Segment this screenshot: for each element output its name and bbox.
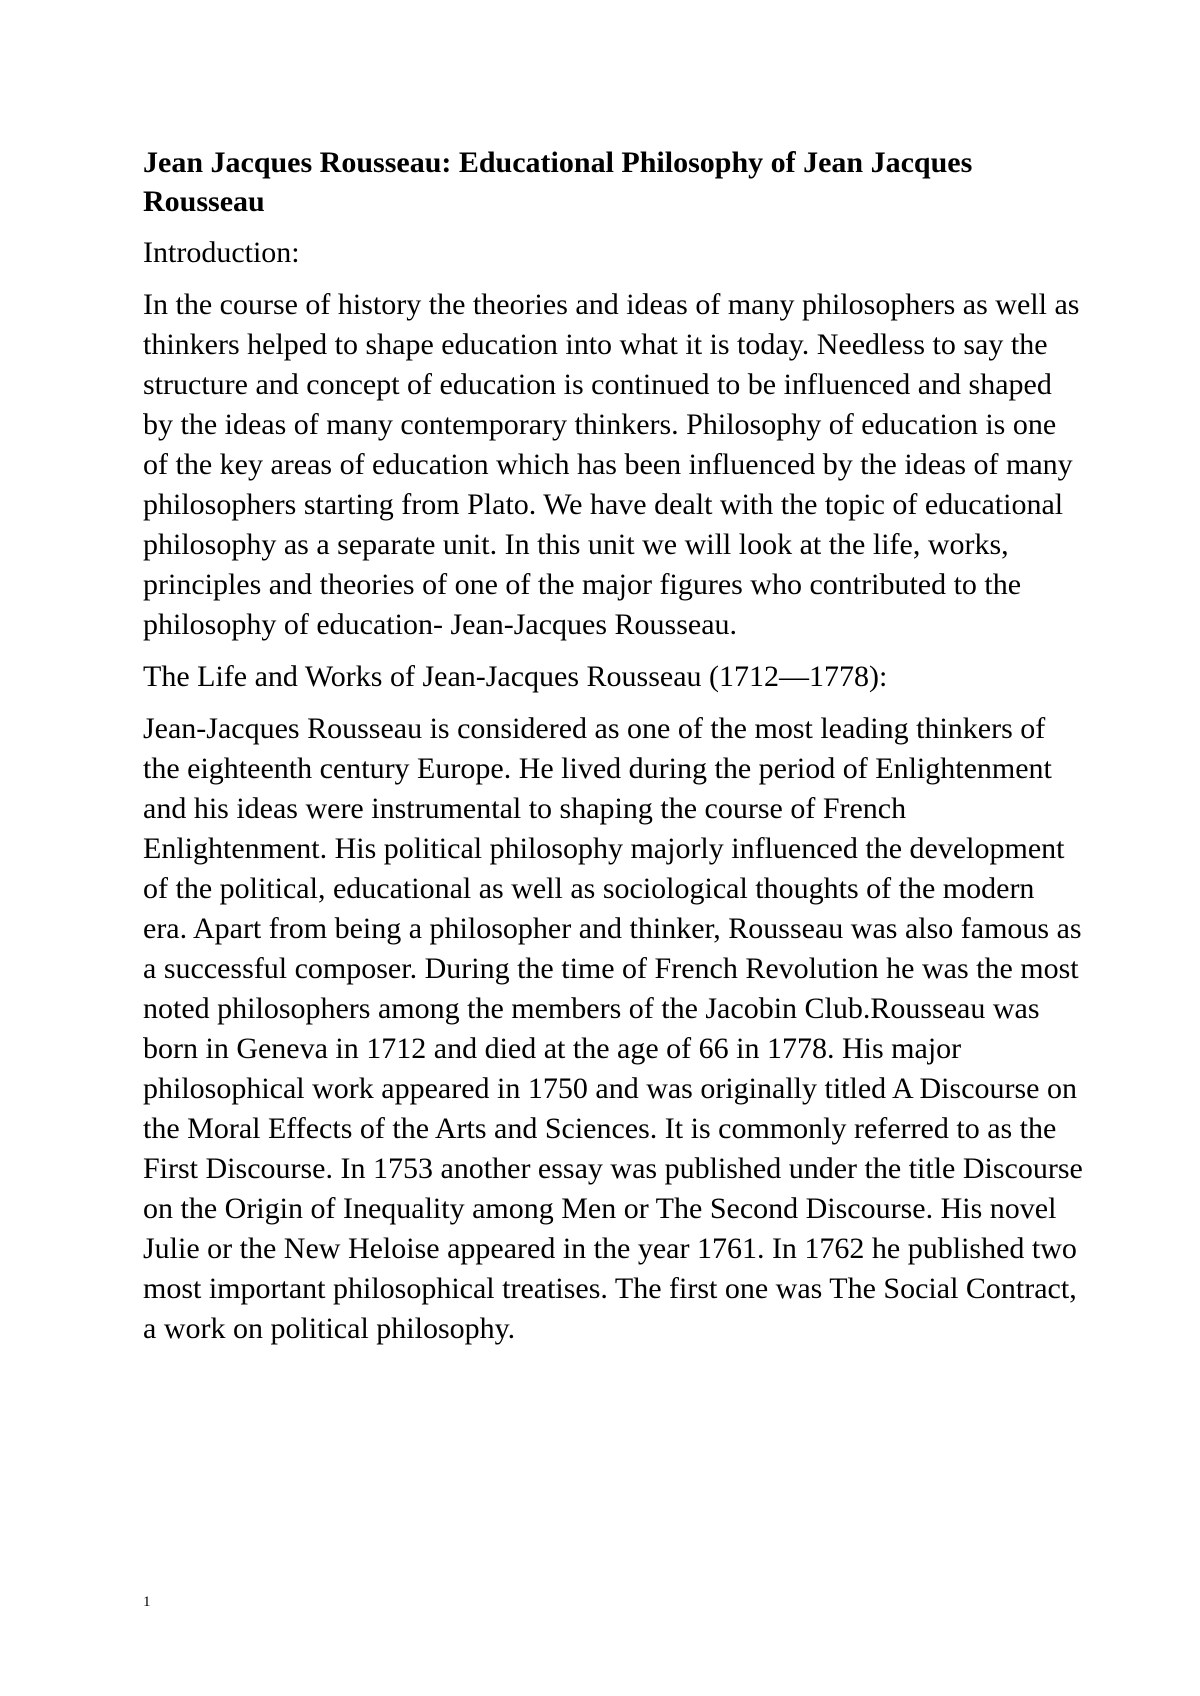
document-body: [143, 143, 1083, 1361]
page-number: 1: [143, 1594, 151, 1610]
introduction-heading: Introduction:: [143, 236, 300, 269]
life-and-works-paragraph: Jean-Jacques Rousseau is considered as one of the most leading thinkers of the eighteenth century Europe. He lived during the period of Enlightenment and his ideas were instrumental to shaping the course of French Enlightenment. His political philosophy majorly influenced the development of the political, educational as well as sociological thoughts of the modern era. Apart from being a philosopher and thinker, Rousseau was also famous as a successful composer. During the time of French Revolution he was the most noted philosophers among the members of the Jacobin Club.Rousseau was born in Geneva in 1712 and died at the age of 66 in 1778. His major philosophical work appeared in 1750 and was originally titled A Discourse on the Moral Effects of the Arts and Sciences. It is commonly referred to as the First Discourse. In 1753 another essay was published under the title Discourse on the Origin of Inequality among Men or The Second Discourse. His novel Julie or the New Heloise appeared in the year 1761. In 1762 he published two most important philosophical treatises. The first one was The Social Contract, a work on political philosophy.: [143, 712, 1083, 1345]
life-and-works-heading: The Life and Works of Jean-Jacques Rousseau (1712—1778):: [143, 660, 888, 693]
document-title: Jean Jacques Rousseau: Educational Philosophy of Jean Jacques Rousseau: [143, 146, 973, 218]
introduction-paragraph: In the course of history the theories and ideas of many philosophers as well as thinkers helped to shape education into what it is today. Needless to say the structure and concept of education is continued to be influenced and shaped by the ideas of many contemporary thinkers. Philosophy of education is one of the key areas of education which has been influenced by the ideas of many philosophers starting from Plato. We have dealt with the topic of educational philosophy as a separate unit. In this unit we will look at the life, works, principles and theories of one of the major figures who contributed to the philosophy of education- Jean-Jacques Rousseau.: [143, 288, 1080, 641]
